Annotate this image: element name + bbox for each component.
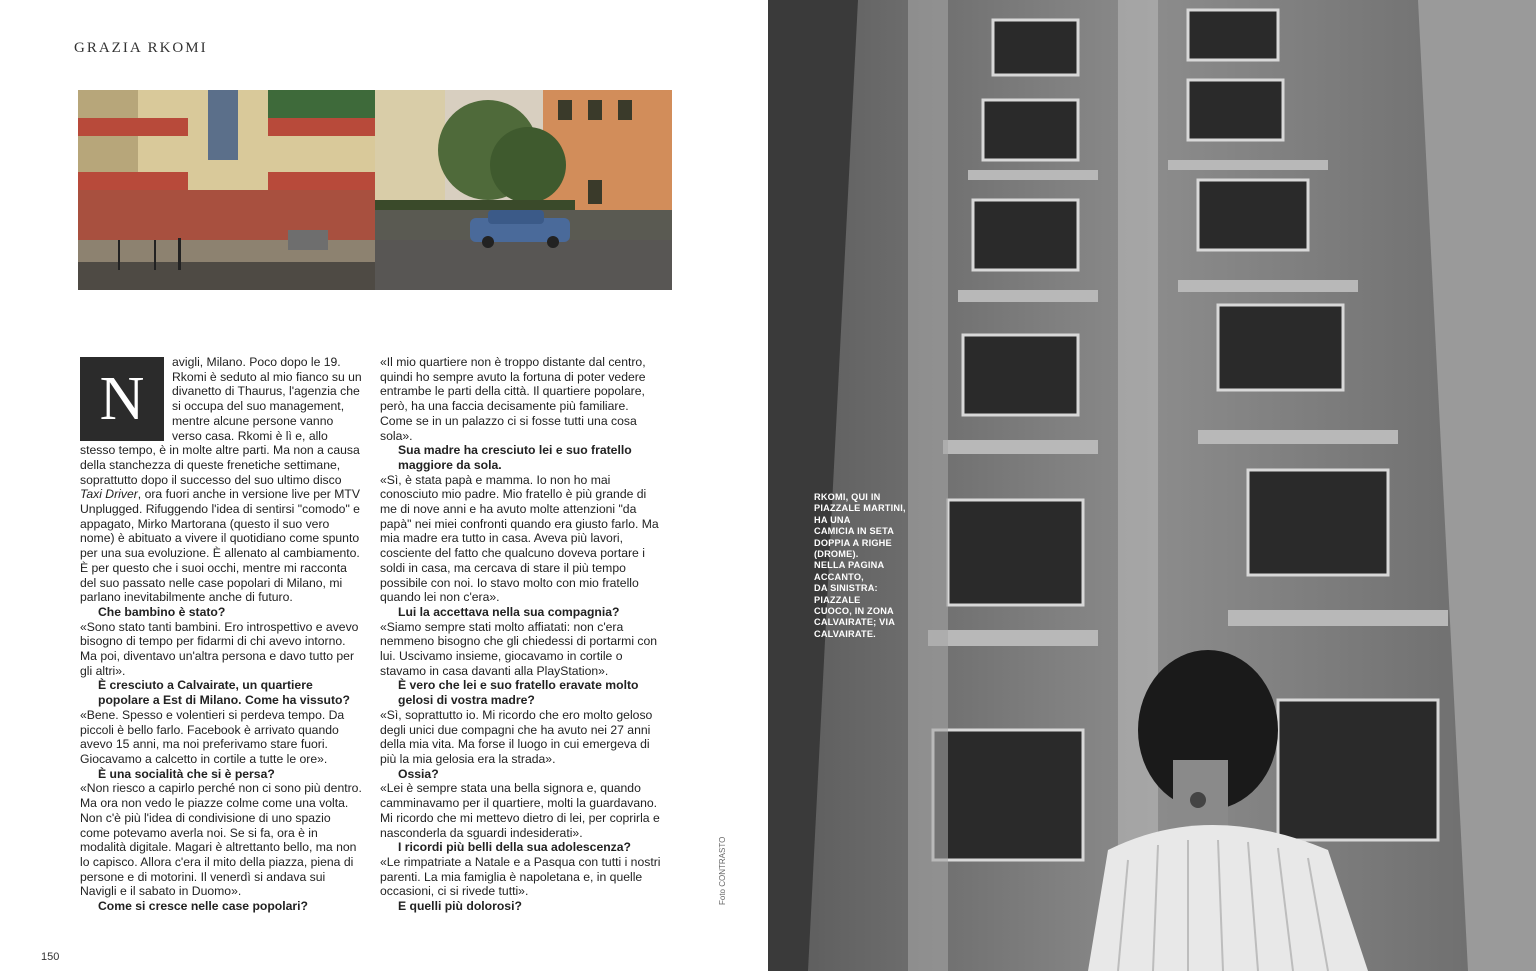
question: Ossia? <box>398 766 439 781</box>
caption-line: (DROME). <box>814 549 859 560</box>
article-column-1 <box>80 355 362 914</box>
answer: «Non riesco a capirlo perché non ci sono più dentro. Ma ora non vedo le piazze colme come una volta. Non c'è più l'idea di condivisione di uno spazio come potevamo averla noi. Se si fa, ora è in modalità digitale. Magari è altrettanto bello, ma non lo capisco. Allora c'era il mito della piazza, piena di persone e di motorini. Il venerdì si andava sui Navigli e il sabato in Duomo». <box>80 781 362 899</box>
caption-line: CAMICIA IN SETA <box>814 526 895 537</box>
dropcap <box>80 357 164 441</box>
street-photos <box>78 90 672 290</box>
answer: «Sono stato tanti bambini. Ero introspettivo e avevo bisogno di tempo per fidarmi di chi avevo intorno. Ma poi, diventavo un'altra persona e davo tutto per gli altri». <box>80 619 359 678</box>
question: È una socialità che si è persa? <box>98 766 275 781</box>
caption-line: ACCANTO, <box>814 571 864 582</box>
question: È vero che lei e suo fratello eravate molto gelosi di vostra madre? <box>398 678 639 708</box>
photo-caption <box>814 492 906 640</box>
album-title: Taxi Driver <box>80 487 138 502</box>
answer: «Il mio quartiere non è troppo distante dal centro, quindi ho sempre avuto la fortuna di poter vedere entrambe le parti della città. Il quartiere popolare, però, ha una faccia decisamente più familiare. Come se in un palazzo ci si fosse tutti una cosa sola». <box>380 355 646 443</box>
magazine-brand: GRAZIA <box>74 40 142 56</box>
caption-line: CALVAIRATE. <box>814 628 876 639</box>
caption-line: CALVAIRATE; VIA <box>814 617 896 628</box>
caption-line: RKOMI, QUI IN <box>814 492 881 502</box>
answer: «Le rimpatriate a Natale e a Pasqua con tutti i nostri parenti. La mia famiglia è napoletana e, in quelle occasioni, ci si rivede tutti». <box>380 854 661 899</box>
page-header <box>74 40 208 57</box>
caption-line: HA UNA <box>814 514 851 525</box>
question: È cresciuto a Calvairate, un quartiere popolare a Est di Milano. Come ha vissuto? <box>98 678 350 708</box>
caption-line: DOPPIA A RIGHE <box>814 537 892 548</box>
caption-line: CUOCO, IN ZONA <box>814 606 894 617</box>
photo-credit: Foto CONTRASTO <box>718 836 727 905</box>
question: I ricordi più belli della sua adolescenza? <box>398 840 631 855</box>
answer: «Bene. Spesso e volentieri si perdeva tempo. Da piccoli è bello farlo. Facebook è arrivato quando avevo 15 anni, ma noi preferivamo stare fuori. Giocavamo a calcetto in cortile a tutte le ore». <box>80 707 345 766</box>
answer: «Siamo sempre stati molto affiatati: non c'era nemmeno bisogno che gli chiedessi di portarmi con lui. Uscivamo insieme, giocavamo in cortile o stavamo in casa davanti alla PlayStation». <box>380 619 658 678</box>
caption-line: PIAZZALE MARTINI, <box>814 503 906 514</box>
portrait-photo <box>768 0 1536 971</box>
question: Come si cresce nelle case popolari? <box>98 899 308 914</box>
question: Sua madre ha cresciuto lei e suo fratello maggiore da sola. <box>398 443 632 472</box>
article-column-2 <box>380 355 662 914</box>
article-subject: RKOMI <box>147 40 208 56</box>
page-number: 150 <box>41 951 60 963</box>
question: Che bambino è stato? <box>98 604 226 619</box>
question: E quelli più dolorosi? <box>398 899 522 914</box>
question: Lui la accettava nella sua compagnia? <box>398 604 620 619</box>
answer: «Sì, è stata papà e mamma. Io non ho mai conosciuto mio padre. Mio fratello è più grande di me di nove anni e ha avuto molte attenzioni "da papà" nei miei confronti quando era giusto farlo. Ma mia madre era tutto in casa. Aveva più lavori, cosciente del fatto che qualcuno doveva portare i soldi in casa, ma cercava di stare il più tempo possibile con noi. Io stavo molto con mio fratello quando lei non c'era». <box>380 472 659 605</box>
caption-line: DA SINISTRA: <box>814 583 878 594</box>
right-page-photo <box>768 0 1536 971</box>
dropcap-letter: N <box>99 365 145 433</box>
lead-text-cont: , ora fuori anche in versione live per MTV Unplugged. Rifuggendo l'idea di sentirsi "comodo" e appagato, Mirko Martorana (questo il suo vero nome) è abituato a vivere il quotidiano come spunto per una sua evoluzione. È allenato al cambiamento. È per questo che i suoi occhi, mentre mi racconta del suo passato nelle case popolari di Milano, mi parlano inevitabilmente anche di futuro. <box>80 487 360 605</box>
street-photos-illustration <box>78 90 672 290</box>
caption-line: PIAZZALE <box>814 594 861 605</box>
lead-text: avigli, Milano. Poco dopo le 19. Rkomi è seduto al mio fianco su un divanetto di Thaurus, l'agenzia che si occupa del suo management, mentre alcune persone vanno verso casa. Rkomi è lì e, allo stesso tempo, è in molte altre parti. Ma non a causa della stanchezza di queste frenetiche settimane, soprattutto dopo il successo del suo ultimo disco <box>80 355 362 487</box>
caption-line: NELLA PAGINA <box>814 560 885 571</box>
answer: «Lei è sempre stata una bella signora e, quando camminavamo per il quartiere, molti la guardavano. Mi ricordo che mi mettevo dietro di lei, per coprirla e nasconderla da sguardi indesiderati». <box>380 781 660 840</box>
answer: «Sì, soprattutto io. Mi ricordo che ero molto geloso degli unici due compagni che ha avuto nei 27 anni della mia vita. Ma forse il luogo in cui emergeva di più la mia gelosia era la strada». <box>380 707 653 766</box>
